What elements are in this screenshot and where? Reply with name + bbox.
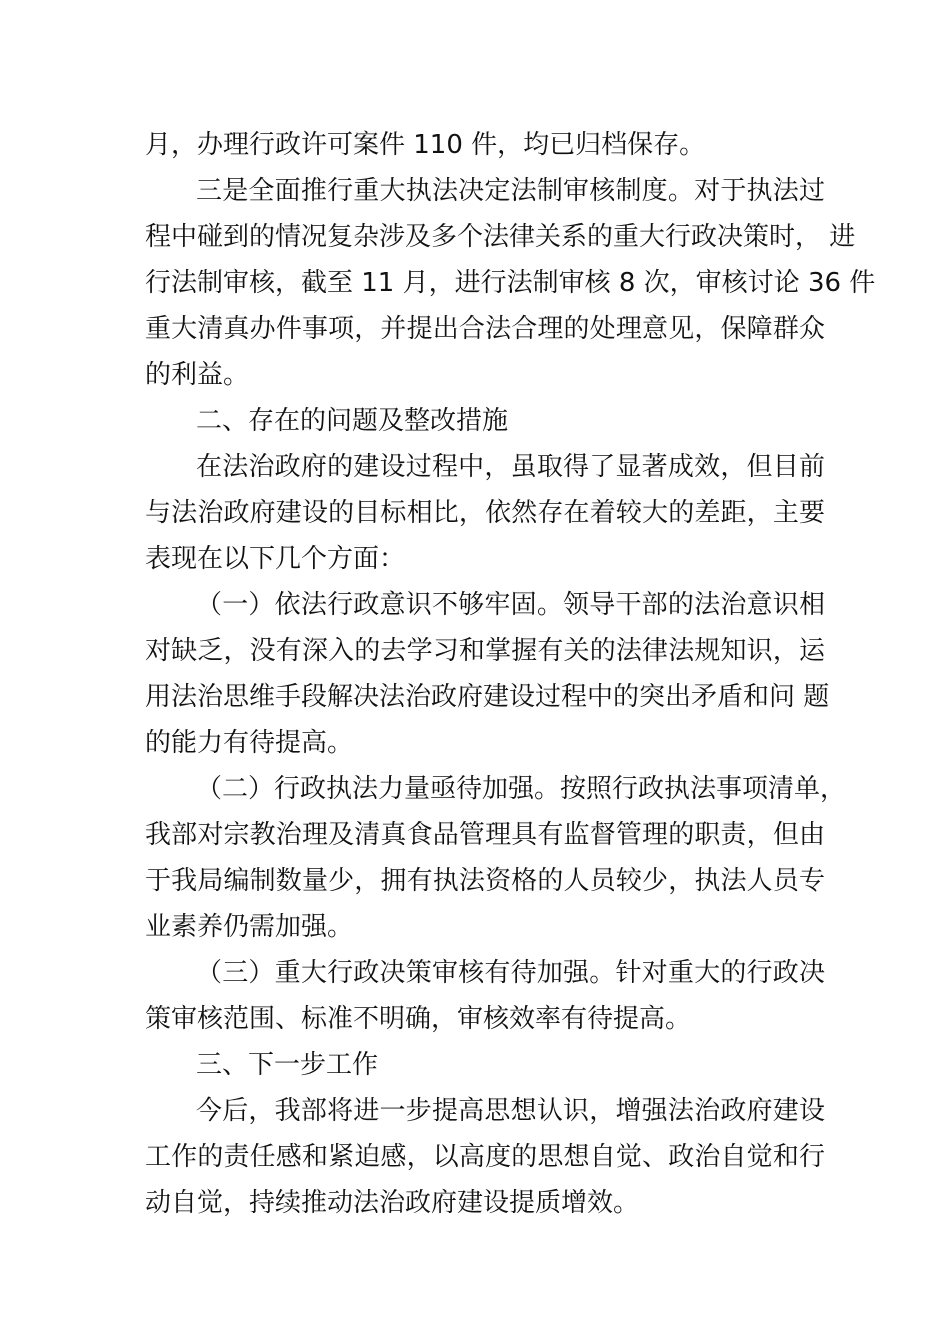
text-line: 策审核范围、标准不明确，审核效率有待提高。 — [145, 1004, 692, 1034]
text-line: 用法治思维手段解决法治政府建设过程中的突出矛盾和问 题 — [145, 682, 830, 712]
text-line: 动自觉，持续推动法治政府建设提质增效。 — [145, 1188, 640, 1218]
text-line: 重大清真办件事项，并提出合法合理的处理意见，保障群众 — [145, 314, 825, 344]
text-line: 程中碰到的情况复杂涉及多个法律关系的重大行政决策时， 进 — [145, 222, 856, 252]
text-line: 三是全面推行重大执法决定法制审核制度。对于执法过 — [196, 176, 825, 206]
text-line: 月，办理行政许可案件 110 件，均已归档保存。 — [145, 130, 706, 160]
text-line: （三）重大行政决策审核有待加强。针对重大的行政决 — [196, 958, 825, 988]
text-line: （二）行政执法力量亟待加强。按照行政执法事项清单， — [196, 774, 847, 804]
section-heading: 二、存在的问题及整改措施 — [196, 406, 509, 436]
text-line: 今后，我部将进一步提高思想认识，增强法治政府建设 — [196, 1096, 825, 1126]
text-line: 工作的责任感和紧迫感，以高度的思想自觉、政治自觉和行 — [145, 1142, 825, 1172]
section-heading: 三、下一步工作 — [196, 1050, 379, 1080]
text-line: 在法治政府的建设过程中，虽取得了显著成效，但目前 — [196, 452, 825, 482]
text-line: 对缺乏，没有深入的去学习和掌握有关的法律法规知识，运 — [145, 636, 825, 666]
text-line: 业素养仍需加强。 — [145, 912, 354, 942]
text-line: 表现在以下几个方面： — [145, 544, 406, 574]
text-line: 于我局编制数量少，拥有执法资格的人员较少，执法人员专 — [145, 866, 825, 896]
text-line: 与法治政府建设的目标相比，依然存在着较大的差距，主要 — [145, 498, 825, 528]
text-line: 的利益。 — [145, 360, 250, 390]
text-line: （一）依法行政意识不够牢固。领导干部的法治意识相 — [196, 590, 825, 620]
text-line: 行法制审核，截至 11 月，进行法制审核 8 次，审核讨论 36 件 — [145, 268, 876, 298]
text-line: 的能力有待提高。 — [145, 728, 354, 758]
text-line: 我部对宗教治理及清真食品管理具有监督管理的职责，但由 — [145, 820, 825, 850]
